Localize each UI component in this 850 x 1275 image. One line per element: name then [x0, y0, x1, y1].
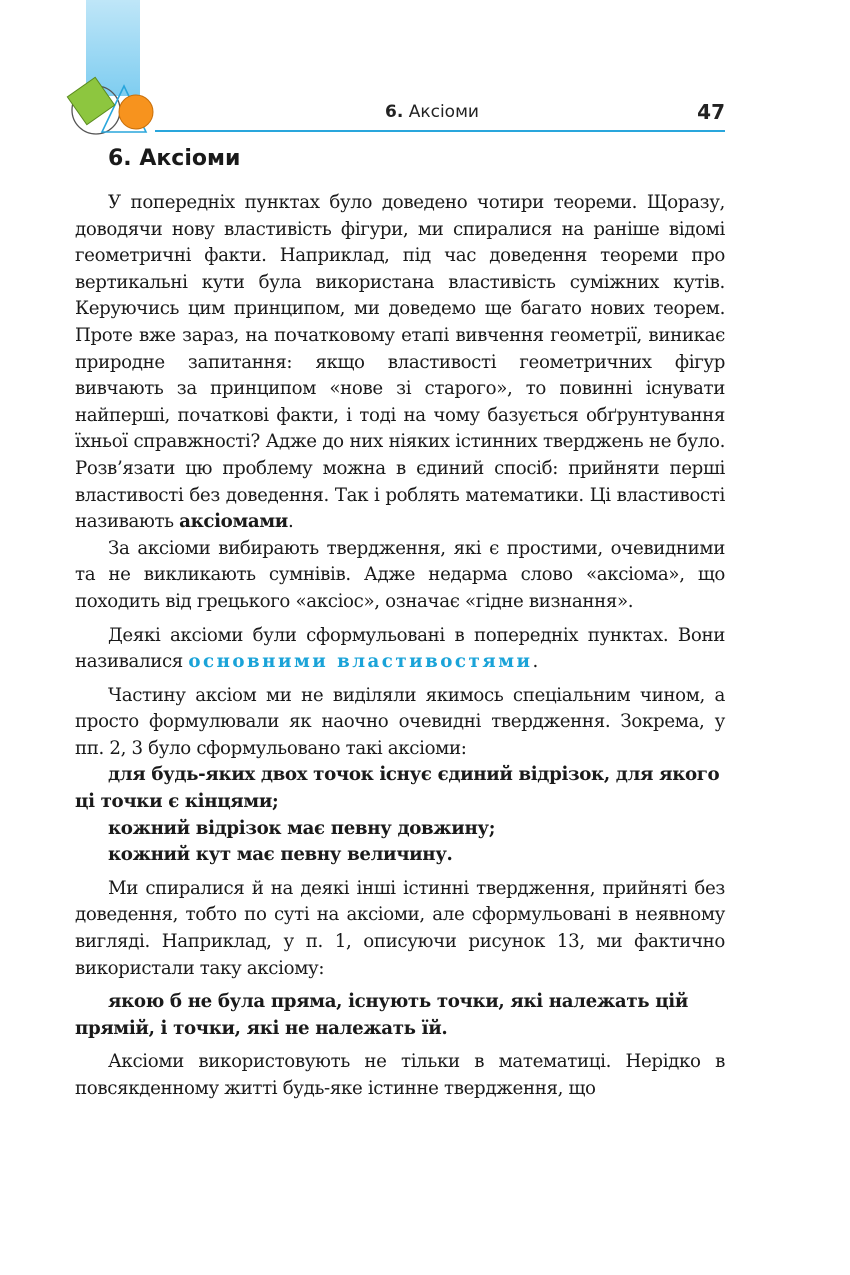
paragraph-3-text: Деякі аксіоми були сформульовані в попередніх пунктах. Вони називалися: [75, 624, 725, 673]
paragraph-2: За аксіоми вибирають твердження, які є простими, очевидними та не викликають сумнівів. Адже недарма слово «аксіома», що походить від грецького «аксіос», означає «гідне визнання».: [75, 537, 725, 612]
paragraph-5: Ми спиралися й на деякі інші істинні твердження, прийняті без доведення, тобто по суті на аксіоми, але сформульовані в неявному вигляді. Наприклад, у п. 1, описуючи рисунок 13, ми фактично використали таку аксіому:: [75, 877, 725, 979]
paragraph-4: Частину аксіом ми не виділяли якимось спеціальним чином, а просто формулювали як наочно очевидні твердження. Зокрема, у пп. 2, 3 було сформульовано такі аксіоми:: [75, 684, 725, 759]
page-number: 47: [697, 100, 725, 124]
paragraph-1: [75, 190, 725, 536]
paragraph-1-text: У попередніх пунктах було доведено чотири теореми. Щоразу, доводячи нову властивість фігури, ми спиралися на раніше відомі геометричні факти. Наприклад, під час доведення теореми про вертикальні кути була використана властивість суміжних кутів. Керуючись цим принципом, ми доведемо ще багато нових теорем. Проте вже зараз, на початковому етапі вивчення геометрії, виникає природне запитання: якщо властивості геометричних фігур вивчають за принципом «нове зі старого», то повинні існувати найперші, початкові факти, і тоді на чому базується обґрунтування їхньої справжності? Адже до них ніяких істинних тверджень не було. Розв’язати цю проблему можна в єдиний спосіб: прийняти перші властивості без доведення. Так і роблять математики. Ці властивості називають: [75, 192, 725, 533]
axiom-line-points: якою б не була пряма, існують точки, які належать цій прямій, і точки, які не належать їй.: [75, 991, 689, 1039]
body-text: [75, 190, 725, 1103]
highlighted-term: основними властивостями: [188, 651, 533, 673]
running-title: [385, 102, 479, 122]
axiom-angle: кожний кут має певну величину.: [108, 844, 453, 866]
paragraph-3: [75, 623, 725, 676]
chapter-decoration-shapes: [0, 0, 170, 150]
paragraph-6: Аксіоми використовують не тільки в математиці. Нерідко в повсякденному житті будь-яке істинне твердження, що: [75, 1051, 725, 1099]
axiom-length: кожний відрізок має певну довжину;: [108, 817, 496, 839]
term-axioms: аксіомами: [179, 511, 288, 533]
running-section-name: Аксіоми: [408, 102, 479, 122]
axiom-segment: для будь-яких двох точок існує єдиний відрізок, для якого ці точки є кінцями;: [75, 764, 720, 813]
orange-circle-shape: [119, 95, 153, 129]
section-title: 6. Аксіоми: [108, 146, 241, 171]
paragraph-3-end: .: [532, 651, 538, 673]
running-section-number: 6.: [385, 102, 404, 122]
paragraph-1-end: .: [287, 511, 294, 533]
page-header: [155, 100, 725, 132]
